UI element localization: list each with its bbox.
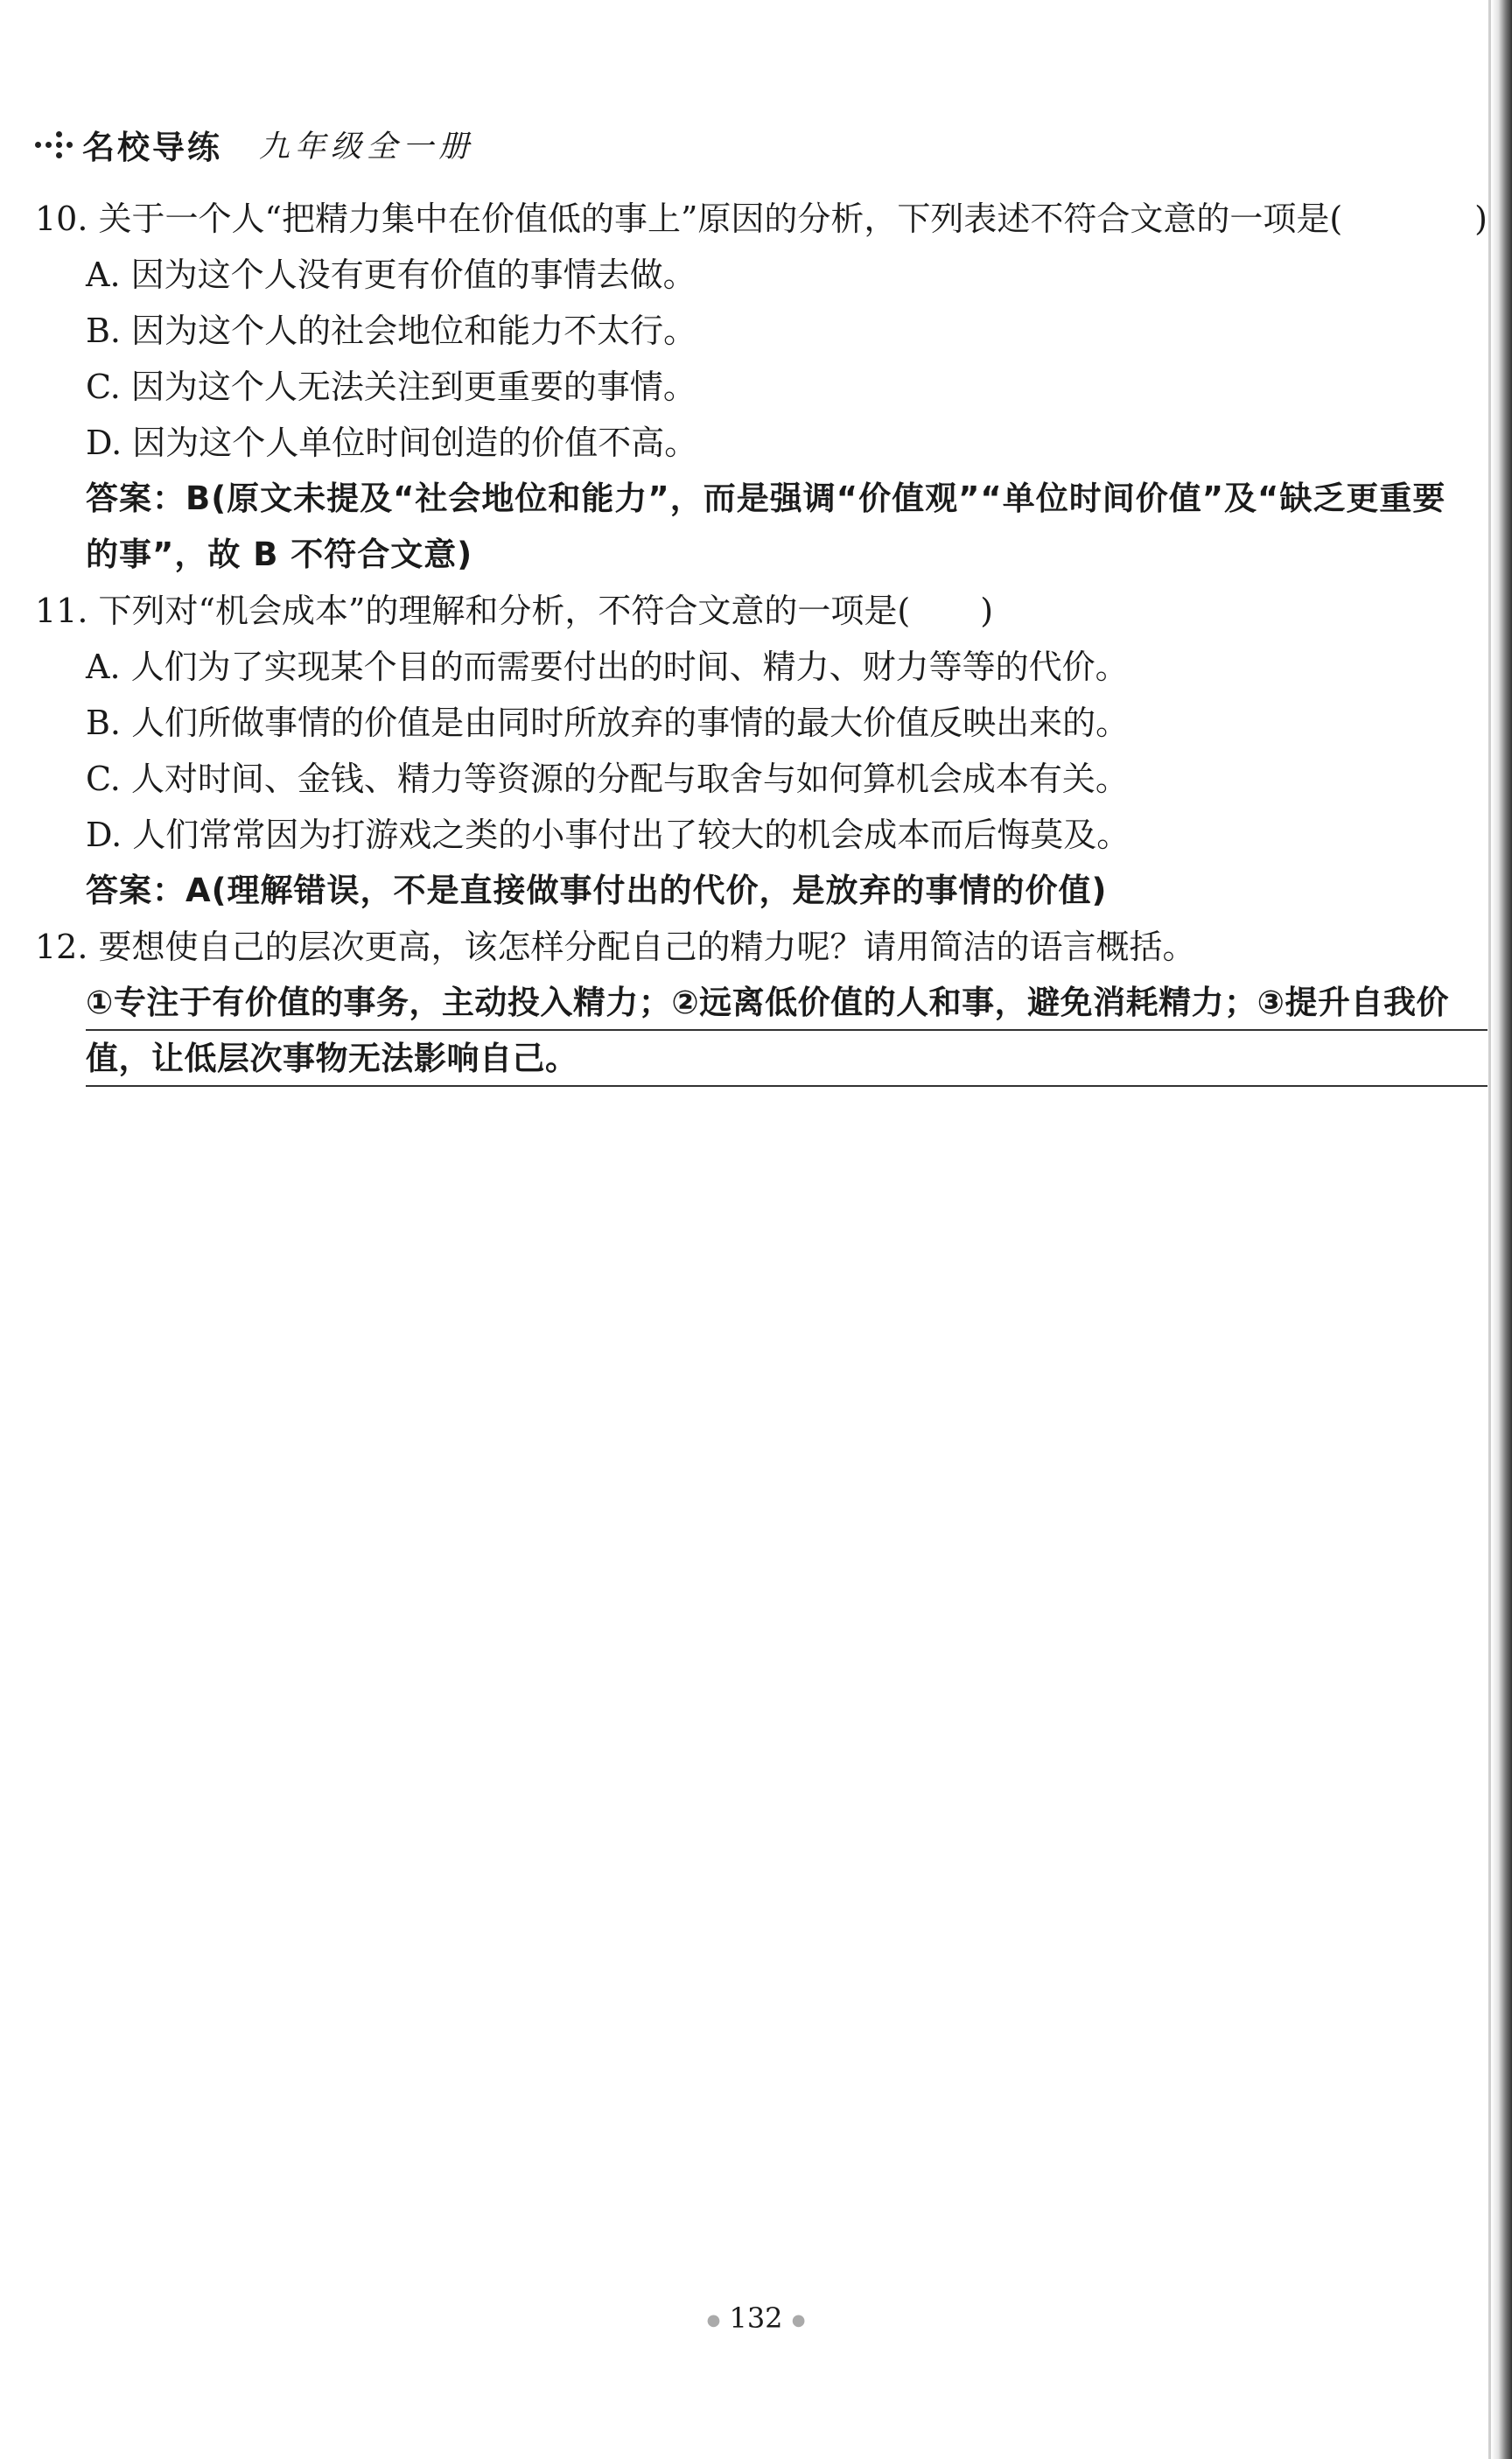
- series-title: 名校导练: [82, 129, 222, 166]
- question-11-option-b: B. 人们所做事情的价值是由同时所放弃的事情的最大价值反映出来的。: [86, 704, 1130, 742]
- question-10-option-d: D. 因为这个人单位时间创造的价值不高。: [86, 424, 698, 462]
- page-number: [0, 2301, 1512, 2335]
- question-10-option-c: C. 因为这个人无法关注到更重要的事情。: [86, 368, 696, 406]
- answer-bracket-close: ): [1474, 200, 1488, 238]
- question-11-answer: 答案：A(理解错误，不是直接做事付出的代价，是放弃的事情的价值): [86, 872, 1108, 909]
- question-12-response: [86, 975, 1488, 1087]
- question-10-answer-line-1: 答案：B(原文未提及“社会地位和能力”，而是强调“价值观”“单位时间价值”及“缺乏更重要: [86, 480, 1446, 517]
- page-header: [33, 121, 474, 168]
- question-10-option-a: A. 因为这个人没有更有价值的事情去做。: [86, 256, 696, 294]
- response-line-2: 值，让低层次事物无法影响自己。: [86, 1031, 1488, 1087]
- question-11-option-d: D. 人们常常因为打游戏之类的小事付出了较大的机会成本而后悔莫及。: [86, 816, 1130, 854]
- dots-logo-icon: [33, 130, 74, 159]
- answer-bracket-close: ): [980, 592, 994, 630]
- question-11-text: 11. 下列对“机会成本”的理解和分析，不符合文意的一项是(: [35, 592, 911, 630]
- question-11-stem: [35, 583, 1488, 639]
- question-10-answer-line-2: 的事”，故 B 不符合文意): [86, 536, 473, 573]
- page-number-dot-icon: ●: [791, 2311, 806, 2329]
- question-10-text: 10. 关于一个人“把精力集中在价值低的事上”原因的分析，下列表述不符合文意的一项是(: [35, 200, 1343, 238]
- question-11-option-a: A. 人们为了实现某个目的而需要付出的时间、精力、财力等等的代价。: [86, 648, 1129, 686]
- book-spine-shadow: [1491, 0, 1512, 2459]
- response-line-1: ①专注于有价值的事务，主动投入精力；②远离低价值的人和事，避免消耗精力；③提升自我价: [86, 975, 1488, 1031]
- page-number-text: 132: [729, 2301, 783, 2335]
- question-12-stem: 12. 要想使自己的层次更高，该怎样分配自己的精力呢？请用简洁的语言概括。: [35, 928, 1196, 966]
- grade-label: 九年级全一册: [259, 130, 475, 165]
- question-10-option-b: B. 因为这个人的社会地位和能力不太行。: [86, 312, 697, 350]
- question-10-stem: [35, 191, 1488, 247]
- page-content: [35, 191, 1488, 1087]
- question-11-option-c: C. 人对时间、金钱、精力等资源的分配与取舍与如何算机会成本有关。: [86, 760, 1129, 798]
- page-number-dot-icon: ●: [706, 2311, 721, 2329]
